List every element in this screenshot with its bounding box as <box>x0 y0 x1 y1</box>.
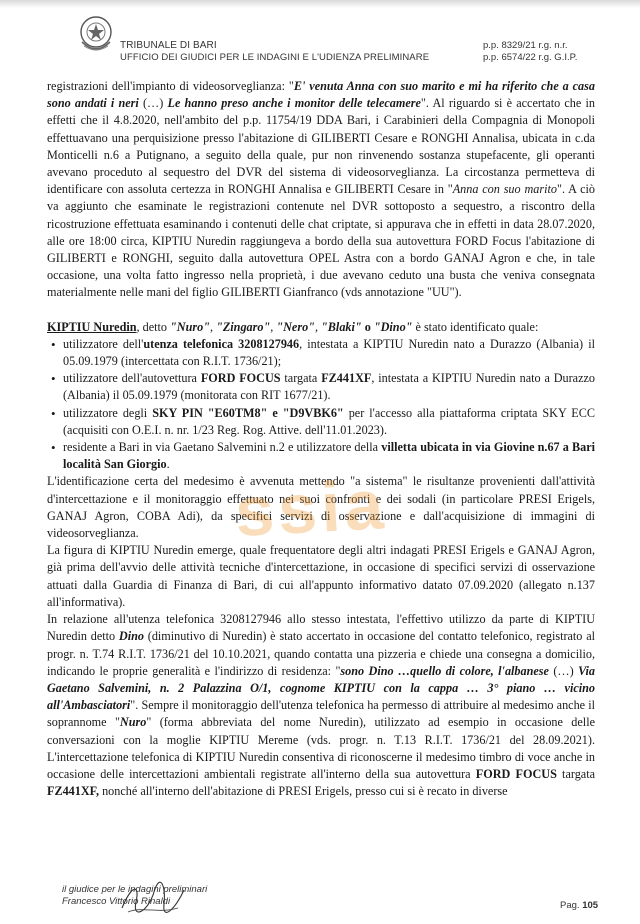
court-name: TRIBUNALE DI BARI <box>120 40 217 51</box>
italian-emblem-icon <box>76 12 116 56</box>
list-item: • utilizzatore dell'utenza telefonica 3208127946, intestata a KIPTIU Nuredin nato a Durazzo (Albania) il 05.09.1979 (intercettata con R.I.T. 1736/21); <box>63 336 595 370</box>
paragraph-phone-usage: In relazione all'utenza telefonica 3208127946 allo stesso intestata, l'effettivo utilizzo da parte di KIPTIU Nuredin detto Dino (diminutivo di Nuredin) è stato accertato in occasione del contatto telefonico, registrato al progr. n. T.74 R.I.T. 1736/21 del 10.10.2021, quando contatta una pizzeria e chiede una consegna a domicilio, indicando le proprie generalità e l'indirizzo di residenza: "sono Dino …quello di colore, l'albanese (…) Via Gaetano Salvemini, n. 2 Palazzina O/1, cognome KIPTIU con la cappa … 3° piano … vicino all'Ambasciatori". Sempre il monitoraggio dell'utenza telefonica ha permesso di attribuire al medesimo anche il soprannome "Nuro" (forma abbreviata del nome Nuredin), utilizzato ad esempio in occasione delle conversazioni con la moglie KIPTIU Mereme (vds. progr. n. T.13 R.I.T. 1736/21 del 28.09.2021). L'intercettazione telefonica di KIPTIU Nuredin consentiva di riconoscerne il medesimo timbro di voce anche in occasione delle intercettazioni ambientali registrate all'interno della sua autovettura FORD FOCUS targata FZ441XF, nonché all'interno dell'abitazione di PRESI Erigels, presso cui si è recato in diverse <box>47 612 595 799</box>
scan-top-edge <box>0 0 640 8</box>
case-ref-nr: p.p. 8329/21 r.g. n.r. <box>483 40 568 51</box>
case-references <box>483 40 577 64</box>
case-ref-gip: p.p. 6574/22 r.g. G.I.P. <box>483 52 578 63</box>
signature-title: il giudice per le indagini preliminari <box>62 884 208 895</box>
page-number <box>560 900 598 911</box>
court-heading <box>120 40 429 64</box>
list-item: • utilizzatore dell'autovettura FORD FOCUS targata FZ441XF, intestata a KIPTIU Nuredin nato a Durazzo (Albania) il 05.09.1979 (monitorata con RIT 1677/21). <box>63 370 595 404</box>
signature-name: Francesco Vittorio Rinaldi <box>62 896 171 907</box>
list-item: • utilizzatore degli SKY PIN "E60TM8" e "D9VBK6" per l'accesso alla piattaforma criptata SKY ECC (acquisiti con O.E.I. n. nr. 1/23 Reg. Rog. Attive. dell'11.01.2023). <box>63 405 595 439</box>
page-number-value: 105 <box>582 900 599 911</box>
paragraph-video-surveillance: registrazioni dell'impianto di videosorveglianza: "E' venuta Anna con suo marito e mi ha riferito che a casa sono andati i neri (…) Le hanno preso anche i monitor delle telecamere". Al riguardo si è accertato che in effetti che il 4.8.2020, nell'ambito del p.p. 11754/19 DDA Bari, i Carabinieri della Compagnia di Monopoli effettuavano una perquisizione presso l'abitazione di GILIBERTI Cesare e RONGHI Annalisa, ubicata in c.da Monticelli n.6 a Putignano, a seguito della quale, pur non rinvenendo sostanza stupefacente, gli operanti avevano proceduto al sequestro del DVR del sistema di videosorveglianza. La circostanza permetteva di identificare con assoluta certezza in RONGHI Annalisa e GILIBERTI Cesare in "Anna con suo marito". A ciò va aggiunto che esaminate le registrazioni contenute nel DVR sottoposto a sequestro, a riscontro della ricostruzione effettuata esaminando i contenuti delle chat criptate, si appurava che in effetti in data 28.07.2020, alle ore 18:00 circa, KIPTIU Nuredin raggiungeva a bordo della sua autovettura FORD Focus l'abitazione di GILIBERTI e RONGHI, seguito dalla autovettura OPEL Astra con a bordo GANAJ Agron e che, in tale occasione, una volta fatto ingresso nella proprietà, i due avevano ceduto una busta che veniva consegnata materialmente nelle mani del figlio GILIBERTI Gianfranco (vds annotazione "UU"). <box>47 79 595 300</box>
paragraph-certain-identification: L'identificazione certa del medesimo è avvenuta mettendo "a sistema" le risultanze provenienti dall'attività d'intercettazione e il monitoraggio effettuato nei suoi confronti e dei sodali (in particolare PRESI Erigels, GANAJ Agron, COBA Adi), da specifici servizi di osservazione e dall'acquisizione di immagini di videosorveglianza. <box>47 474 595 541</box>
paragraph-figure: La figura di KIPTIU Nuredin emerge, quale frequentatore degli altri indagati PRESI Erigels e GANAJ Agron, già prima dell'avvio delle attività tecniche d'intercettazione, in occasione di specifici servizi di osservazione attuati dalla Guardia di Finanza di Bari, di cui all'appunto informativo datato 07.09.2020 (allegato n.137 all'informativa). <box>47 543 595 609</box>
paragraph-identification: KIPTIU Nuredin, detto "Nuro", "Zingaro", "Nero", "Blaki" o "Dino" è stato identificato quale: <box>47 319 539 334</box>
judge-signature <box>62 884 207 908</box>
subject-name: KIPTIU Nuredin <box>47 319 137 334</box>
document-body <box>47 78 595 800</box>
list-item: • residente a Bari in via Gaetano Salvemini n.2 e utilizzatore della villetta ubicata in via Giovine n.67 a Bari località San Giorgio. <box>63 439 595 473</box>
court-office: UFFICIO DEI GIUDICI PER LE INDAGINI E L'UDIENZA PRELIMINARE <box>120 52 430 63</box>
watermark: ssia <box>233 465 390 551</box>
identification-list <box>47 336 595 474</box>
page-label: Pag. <box>560 900 580 911</box>
